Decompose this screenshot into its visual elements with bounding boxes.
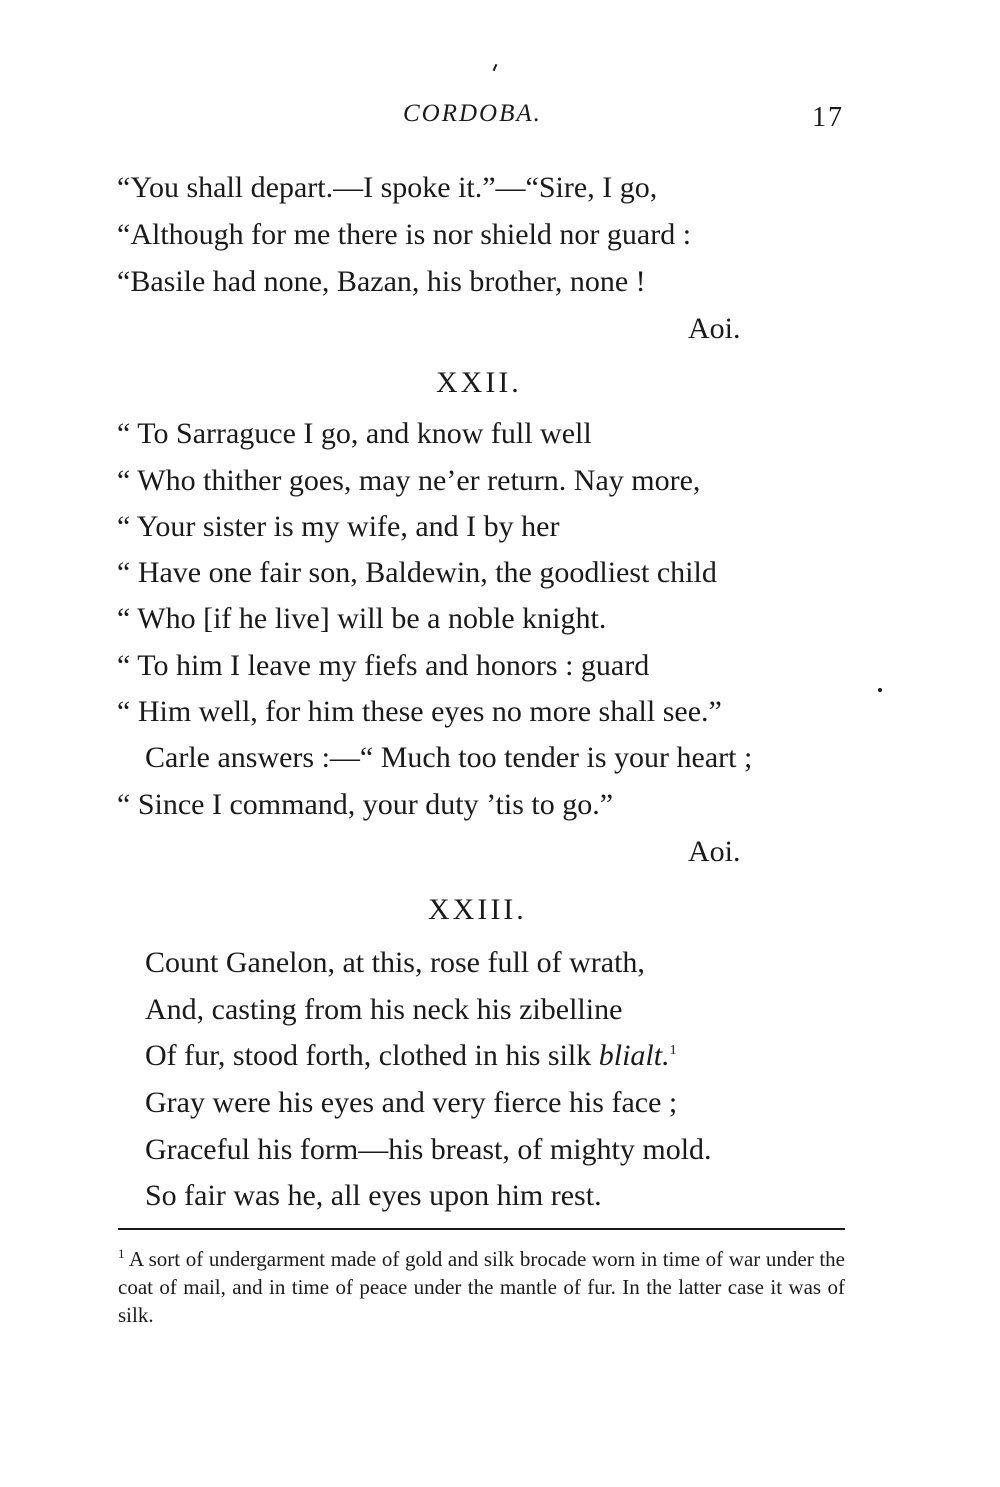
verse-line: “ Have one fair son, Baldewin, the goodliest child [117, 556, 717, 589]
footnote-reference: 1 [669, 1043, 677, 1058]
print-speck [878, 688, 882, 692]
refrain-aoi: Aoi. [688, 312, 741, 345]
verse-line: Count Ganelon, at this, rose full of wrath, [145, 946, 645, 979]
verse-line: So fair was he, all eyes upon him rest. [145, 1179, 602, 1212]
footnote-rule [118, 1228, 845, 1230]
verse-line: Carle answers :—“ Much too tender is your heart ; [145, 741, 753, 774]
running-title: CORDOBA. [403, 100, 542, 127]
verse-line: “You shall depart.—I spoke it.”—“Sire, I go, [117, 171, 658, 204]
verse-line: “ To Sarraguce I go, and know full well [117, 417, 592, 450]
footnote-text: A sort of undergarment made of gold and silk brocade worn in time of war under the coat of mail, and in time of peace under the mantle of fur. In the latter case it was of silk. [118, 1247, 845, 1327]
verse-line: Graceful his form—his breast, of mighty mold. [145, 1133, 712, 1166]
verse-line: Gray were his eyes and very fierce his face ; [145, 1086, 678, 1119]
verse-line: “ Him well, for him these eyes no more shall see.” [117, 695, 722, 728]
verse-line: “ Who [if he live] will be a noble knight. [117, 602, 607, 635]
verse-line: “Although for me there is nor shield nor guard : [117, 218, 692, 251]
stanza-heading: XXIII. [428, 893, 527, 926]
italic-term-blialt: blialt. [598, 1039, 670, 1072]
footnote-marker: 1 [118, 1246, 125, 1261]
verse-line: “ Since I command, your duty ’tis to go.” [117, 788, 614, 821]
footnote [118, 1245, 845, 1329]
verse-line [145, 1038, 677, 1074]
stanza-heading: XXII. [436, 366, 522, 399]
running-head [0, 100, 1000, 132]
verse-line: “ Who thither goes, may ne’er return. Nay more, [117, 464, 701, 497]
verse-line: “ To him I leave my fiefs and honors : guard [117, 649, 650, 682]
verse-line: “ Your sister is my wife, and I by her [117, 510, 560, 543]
page-number: 17 [812, 102, 844, 133]
print-mark [493, 64, 498, 71]
refrain-aoi: Aoi. [688, 835, 741, 868]
verse-line: And, casting from his neck his zibelline [145, 993, 623, 1026]
verse-line-text: Of fur, stood forth, clothed in his silk [145, 1039, 599, 1072]
verse-line: “Basile had none, Bazan, his brother, none ! [117, 265, 646, 298]
